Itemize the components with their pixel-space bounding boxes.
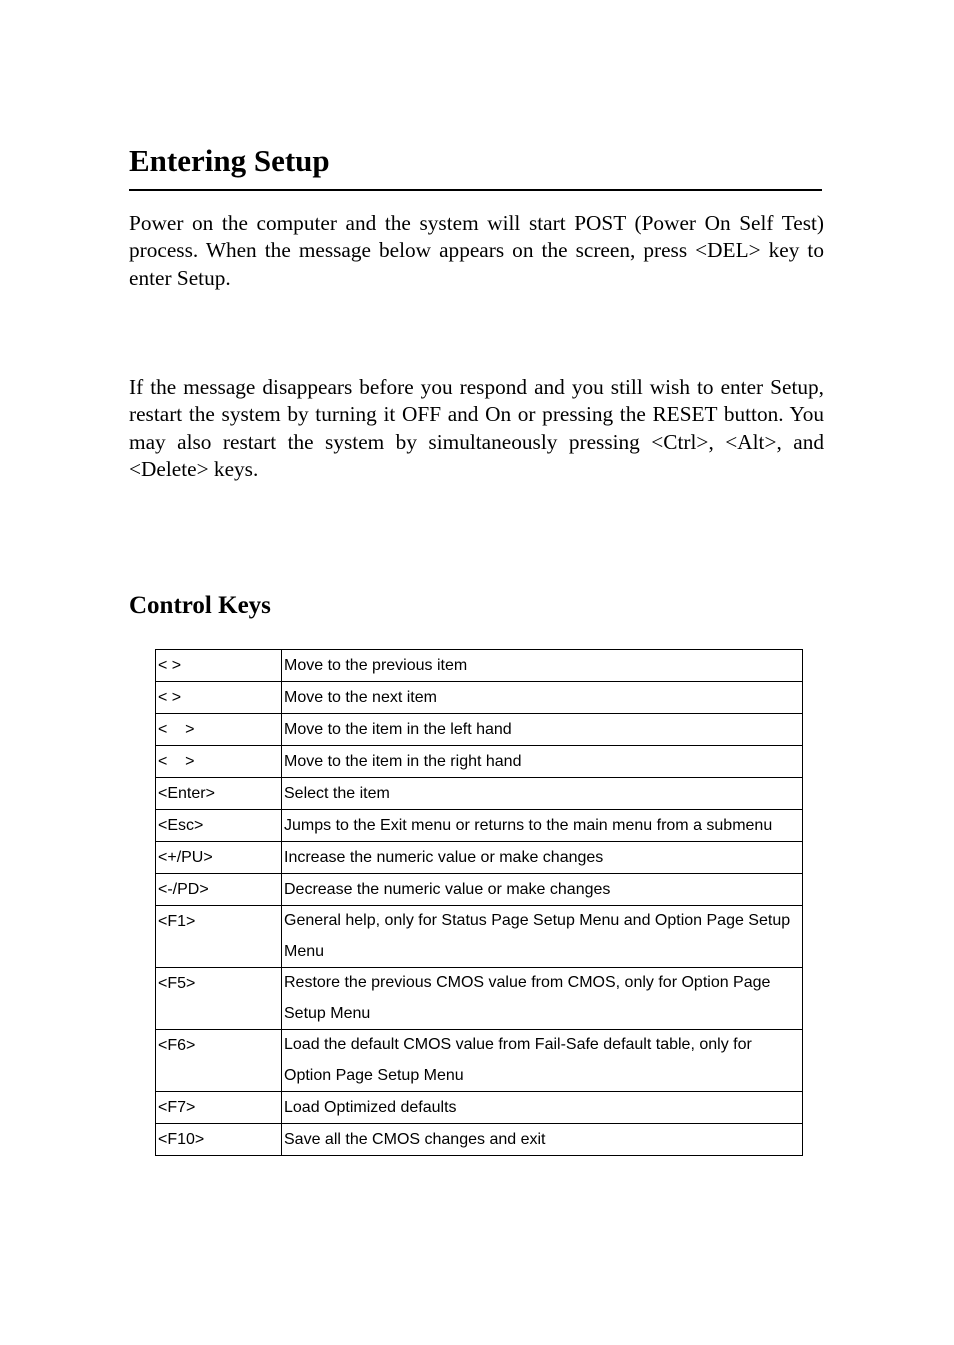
key-cell: <F6> [156, 1030, 282, 1092]
description-cell: Restore the previous CMOS value from CMOS, only for Option Page Setup Menu [282, 968, 803, 1030]
key-cell: <F7> [156, 1092, 282, 1124]
description-cell: Decrease the numeric value or make changes [282, 874, 803, 906]
key-cell: < > [156, 714, 282, 746]
table-row [156, 778, 803, 810]
table-row [156, 968, 803, 1030]
table-row [156, 1030, 803, 1092]
table-row [156, 650, 803, 682]
table-row [156, 842, 803, 874]
table-row [156, 682, 803, 714]
key-cell: <Enter> [156, 778, 282, 810]
description-cell: Save all the CMOS changes and exit [282, 1124, 803, 1156]
table-row [156, 874, 803, 906]
description-cell: Select the item [282, 778, 803, 810]
key-cell: <Esc> [156, 810, 282, 842]
key-cell: <F5> [156, 968, 282, 1030]
key-cell: <+/PU> [156, 842, 282, 874]
intro-paragraph: Power on the computer and the system will start POST (Power On Self Test) process. When the message below appears on the screen, press <DEL> key to enter Setup. [129, 211, 824, 290]
table-row [156, 746, 803, 778]
control-keys-table [155, 649, 803, 1156]
key-cell: <-/PD> [156, 874, 282, 906]
description-cell: Load Optimized defaults [282, 1092, 803, 1124]
page-title: Entering Setup [129, 143, 330, 178]
section-title: Control Keys [129, 592, 271, 619]
description-cell: Increase the numeric value or make changes [282, 842, 803, 874]
table-row [156, 714, 803, 746]
description-cell: Move to the previous item [282, 650, 803, 682]
description-cell: Load the default CMOS value from Fail-Safe default table, only for Option Page Setup Menu [282, 1030, 803, 1092]
heading-rule [129, 189, 822, 191]
key-cell: <F10> [156, 1124, 282, 1156]
key-cell: <F1> [156, 906, 282, 968]
table-row [156, 810, 803, 842]
table-row [156, 1124, 803, 1156]
description-cell: Move to the next item [282, 682, 803, 714]
description-cell: Jumps to the Exit menu or returns to the main menu from a submenu [282, 810, 803, 842]
description-cell: General help, only for Status Page Setup Menu and Option Page Setup Menu [282, 906, 803, 968]
table-row [156, 906, 803, 968]
description-cell: Move to the item in the left hand [282, 714, 803, 746]
key-cell: < > [156, 746, 282, 778]
key-cell: < > [156, 682, 282, 714]
restart-paragraph: If the message disappears before you respond and you still wish to enter Setup, restart the system by turning it OFF and On or pressing the RESET button. You may also restart the system by simultaneously pressing <Ctrl>, <Alt>, and <Delete> keys. [129, 375, 824, 481]
description-cell: Move to the item in the right hand [282, 746, 803, 778]
table-row [156, 1092, 803, 1124]
key-cell: < > [156, 650, 282, 682]
